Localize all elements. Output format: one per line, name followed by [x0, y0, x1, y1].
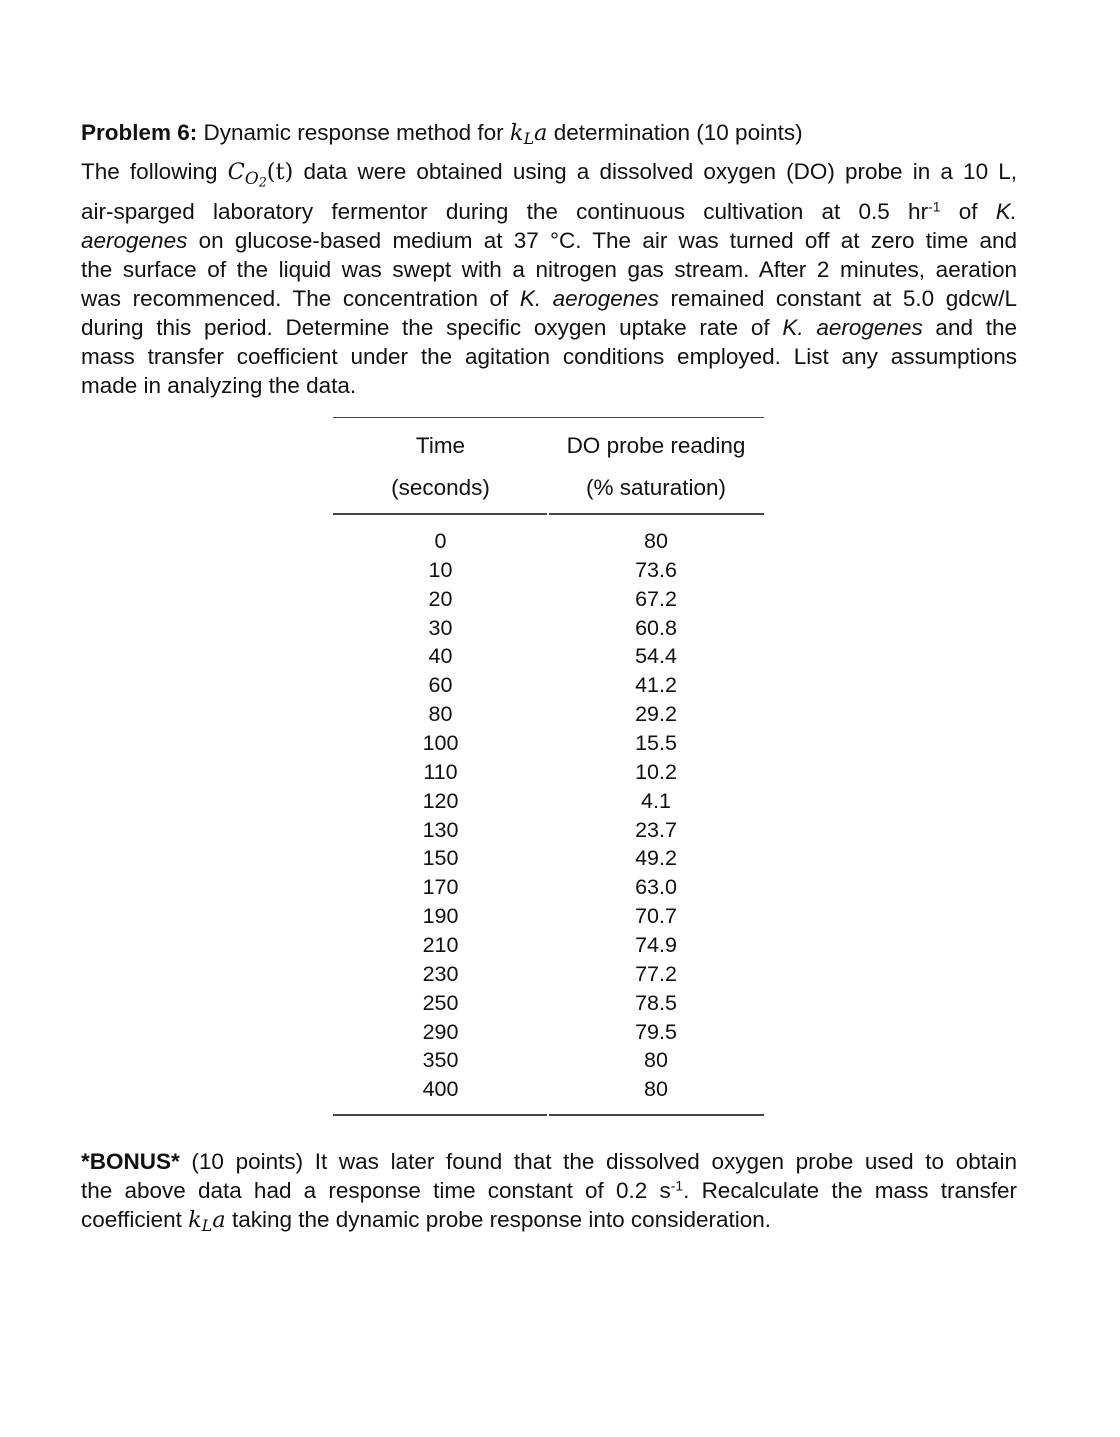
- concentration-symbol: [227, 159, 294, 190]
- table-cell-do-reading: 49.2: [635, 846, 677, 871]
- table-cell-do-reading: 73.6: [635, 557, 677, 582]
- table-cell-do-reading: 80: [644, 1048, 668, 1073]
- conc-sub-o: O: [244, 168, 259, 189]
- table-cell-time: 130: [422, 817, 459, 842]
- organism-name: aerogenes: [81, 227, 188, 253]
- table-cell-time: 80: [428, 702, 453, 727]
- table-cell-do-reading: 29.2: [635, 702, 677, 727]
- bonus-line-3: [81, 1205, 1017, 1240]
- intro-line-8: made in analyzing the data.: [81, 372, 357, 398]
- table-cell-time: 210: [422, 932, 459, 957]
- bonus-l2-pre: the above data had a response time constant of 0.2 s: [81, 1178, 671, 1203]
- bonus-l2-superscript: -1: [670, 1177, 684, 1194]
- header-time-line2: (seconds): [391, 475, 490, 500]
- intro-l1-post: data were obtained using a dissolved oxygen (DO) probe in a 10 L,: [293, 159, 1017, 184]
- intro-l6-pre: during this period. Determine the specific oxygen uptake rate of: [81, 314, 783, 340]
- table-cell-time: 170: [422, 875, 459, 900]
- table-cell-time: 190: [422, 904, 459, 929]
- table-cell-time: 110: [423, 759, 458, 784]
- table-bottom-rule: [333, 1114, 764, 1116]
- bonus-l1-post: (10 points) It was later found that the dissolved oxygen probe used to obtain: [179, 1149, 1017, 1174]
- intro-line-3: [81, 226, 1017, 255]
- intro-l3-post: on glucose-based medium at 37 °C. The air was turned off at zero time and: [187, 227, 1017, 253]
- table-cell-do-reading: 23.7: [635, 817, 677, 842]
- bonus-line-2: [81, 1176, 1017, 1205]
- problem-title-post: determination (10 points): [547, 120, 803, 145]
- kla-subscript: L: [201, 1215, 213, 1235]
- header-do-line1: DO probe reading: [566, 433, 746, 458]
- intro-line-6: [81, 313, 1017, 342]
- intro-l2-mid: of: [940, 198, 996, 224]
- conc-c: C: [227, 159, 245, 185]
- table-cell-time: 0: [434, 529, 447, 553]
- table-cell-time: 10: [428, 557, 453, 582]
- table-cell-do-reading: 80: [644, 1077, 668, 1102]
- problem-label: Problem 6:: [81, 120, 198, 145]
- intro-l1-pre: The following: [81, 159, 228, 184]
- table-cell-do-reading: 4.1: [641, 788, 671, 813]
- table-cell-time: 290: [422, 1019, 459, 1044]
- problem-title-pre: Dynamic response method for: [197, 120, 510, 145]
- table-cell-time: 30: [428, 615, 453, 640]
- kla-a: a: [212, 1207, 226, 1233]
- table-cell-do-reading: 60.8: [635, 615, 677, 640]
- intro-l2-superscript: -1: [928, 197, 941, 214]
- table-cell-time: 250: [422, 990, 459, 1015]
- header-do-line2: (% saturation): [585, 475, 727, 500]
- conc-sub-2: 2: [258, 174, 267, 190]
- bonus-label: *BONUS*: [81, 1149, 180, 1174]
- header-time-line1: Time: [415, 433, 466, 458]
- table-cell-time: 40: [428, 644, 453, 669]
- table-header-rule: [333, 513, 764, 515]
- kla-k: k: [188, 1207, 202, 1233]
- table-cell-do-reading: 10.2: [635, 759, 677, 784]
- kla-symbol: [188, 1207, 226, 1233]
- bonus-l3-post: taking the dynamic probe response into consideration.: [225, 1207, 772, 1232]
- intro-l5-post: remained constant at 5.0 gdcw/L: [659, 285, 1017, 311]
- table-cell-time: 120: [422, 788, 459, 813]
- conc-subscript: [245, 168, 267, 188]
- table-top-rule: [333, 417, 764, 418]
- intro-l6-post: and the: [922, 314, 1017, 340]
- intro-l2-pre: air-sparged laboratory fermentor during the continuous cultivation at 0.5 hr: [81, 198, 929, 224]
- table-cell-do-reading: 70.7: [635, 904, 677, 929]
- problem-description: [81, 157, 1017, 400]
- bonus-line-1: [81, 1147, 1017, 1176]
- bonus-l2-post: . Recalculate the mass transfer: [683, 1178, 1017, 1203]
- intro-l5-pre: was recommenced. The concentration of: [81, 285, 520, 311]
- table-cell-time: 150: [422, 846, 459, 871]
- table-cell-time: 100: [422, 731, 459, 755]
- intro-line-1: [81, 157, 1017, 197]
- table-cell-do-reading: 78.5: [635, 990, 677, 1015]
- kla-a: a: [534, 120, 548, 146]
- organism-name: K.: [995, 198, 1017, 224]
- table-cell-do-reading: 63.0: [635, 875, 677, 900]
- table-cell-time: 230: [422, 961, 459, 986]
- table-cell-time: 60: [428, 673, 453, 698]
- bonus-l3-pre: coefficient: [81, 1207, 189, 1232]
- problem-heading: [81, 118, 803, 153]
- intro-line-5: [81, 284, 1017, 313]
- intro-line-7: mass transfer coefficient under the agitation conditions employed. List any assumptions: [81, 343, 1017, 369]
- kla-k: k: [509, 120, 524, 146]
- table-cell-do-reading: 74.9: [635, 932, 677, 957]
- table-cell-time: 20: [428, 586, 453, 611]
- table-cell-do-reading: 41.2: [635, 673, 677, 698]
- table-cell-do-reading: 15.5: [635, 731, 677, 755]
- table-cell-do-reading: 54.4: [635, 644, 677, 669]
- table-cell-do-reading: 80: [644, 529, 668, 553]
- table-cell-do-reading: 77.2: [635, 961, 677, 986]
- table-cell-time: 400: [422, 1077, 459, 1102]
- table-cell-do-reading: 67.2: [635, 586, 677, 611]
- organism-name: K. aerogenes: [519, 285, 659, 311]
- organism-name: K. aerogenes: [782, 314, 923, 340]
- intro-line-4: the surface of the liquid was swept with a nitrogen gas stream. After 2 minutes, aeration: [81, 256, 1017, 282]
- table-cell-time: 350: [422, 1048, 459, 1073]
- table-cell-do-reading: 79.5: [635, 1019, 677, 1044]
- kla-subscript: L: [523, 128, 535, 148]
- conc-t: (t): [266, 159, 294, 185]
- bonus-description: [81, 1147, 1017, 1240]
- intro-line-2: [81, 197, 1017, 226]
- kla-symbol: [510, 120, 548, 146]
